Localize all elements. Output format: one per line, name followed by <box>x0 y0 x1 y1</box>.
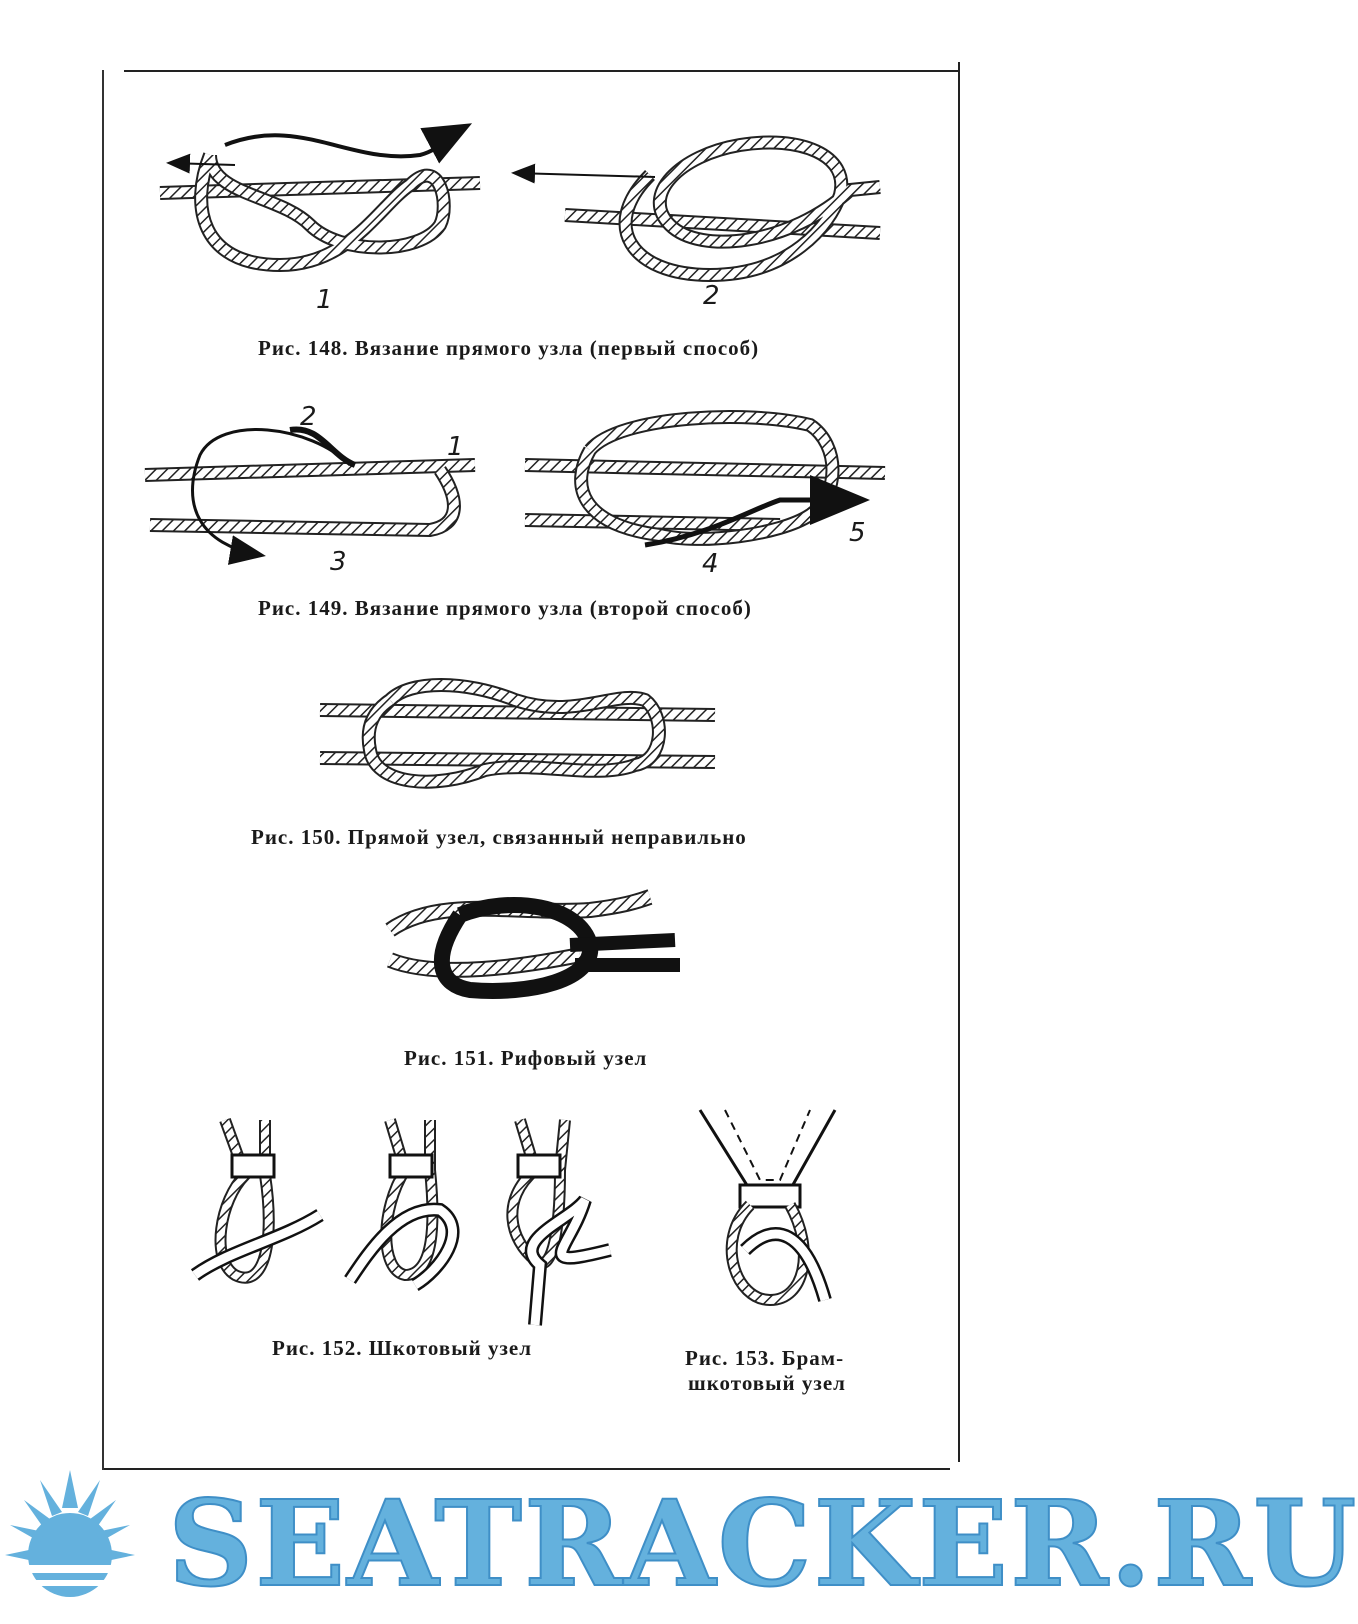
figure-149-label-1: 1 <box>447 432 464 462</box>
sun-icon <box>0 1460 160 1624</box>
figure-148-illustration <box>150 115 910 315</box>
figure-149-label-4: 4 <box>702 549 719 579</box>
figure-149-label-3: 3 <box>330 547 347 577</box>
watermark-text: SEATRACKER.RU <box>168 1474 1358 1613</box>
figure-149-label-2: 2 <box>300 402 317 432</box>
figure-149-caption: Рис. 149. Вязание прямого узла (второй способ) <box>258 596 752 620</box>
figure-150-illustration <box>315 670 725 810</box>
page-frame-right <box>958 62 960 1462</box>
figure-151-illustration <box>380 885 690 1005</box>
figure-152-caption: Рис. 152. Шкотовый узел <box>272 1336 532 1360</box>
page-frame-bottom <box>104 1468 950 1470</box>
figure-153-caption-line2: шкотовый узел <box>688 1371 846 1395</box>
page-frame-left <box>102 70 104 1470</box>
page-frame-top <box>124 70 960 72</box>
figure-149-label-5: 5 <box>849 518 866 548</box>
figure-153-illustration <box>695 1100 845 1320</box>
figure-152-illustration <box>190 1100 640 1330</box>
figure-153-caption-line1: Рис. 153. Брам- <box>685 1346 845 1370</box>
figure-148-step-1-label: 1 <box>316 285 333 315</box>
figure-148-caption: Рис. 148. Вязание прямого узла (первый способ) <box>258 336 760 360</box>
figure-148-step-2-label: 2 <box>703 281 720 311</box>
figure-149-illustration <box>140 405 910 575</box>
figure-151-caption: Рис. 151. Рифовый узел <box>404 1046 648 1070</box>
figure-150-caption: Рис. 150. Прямой узел, связанный неправильно <box>251 825 747 849</box>
